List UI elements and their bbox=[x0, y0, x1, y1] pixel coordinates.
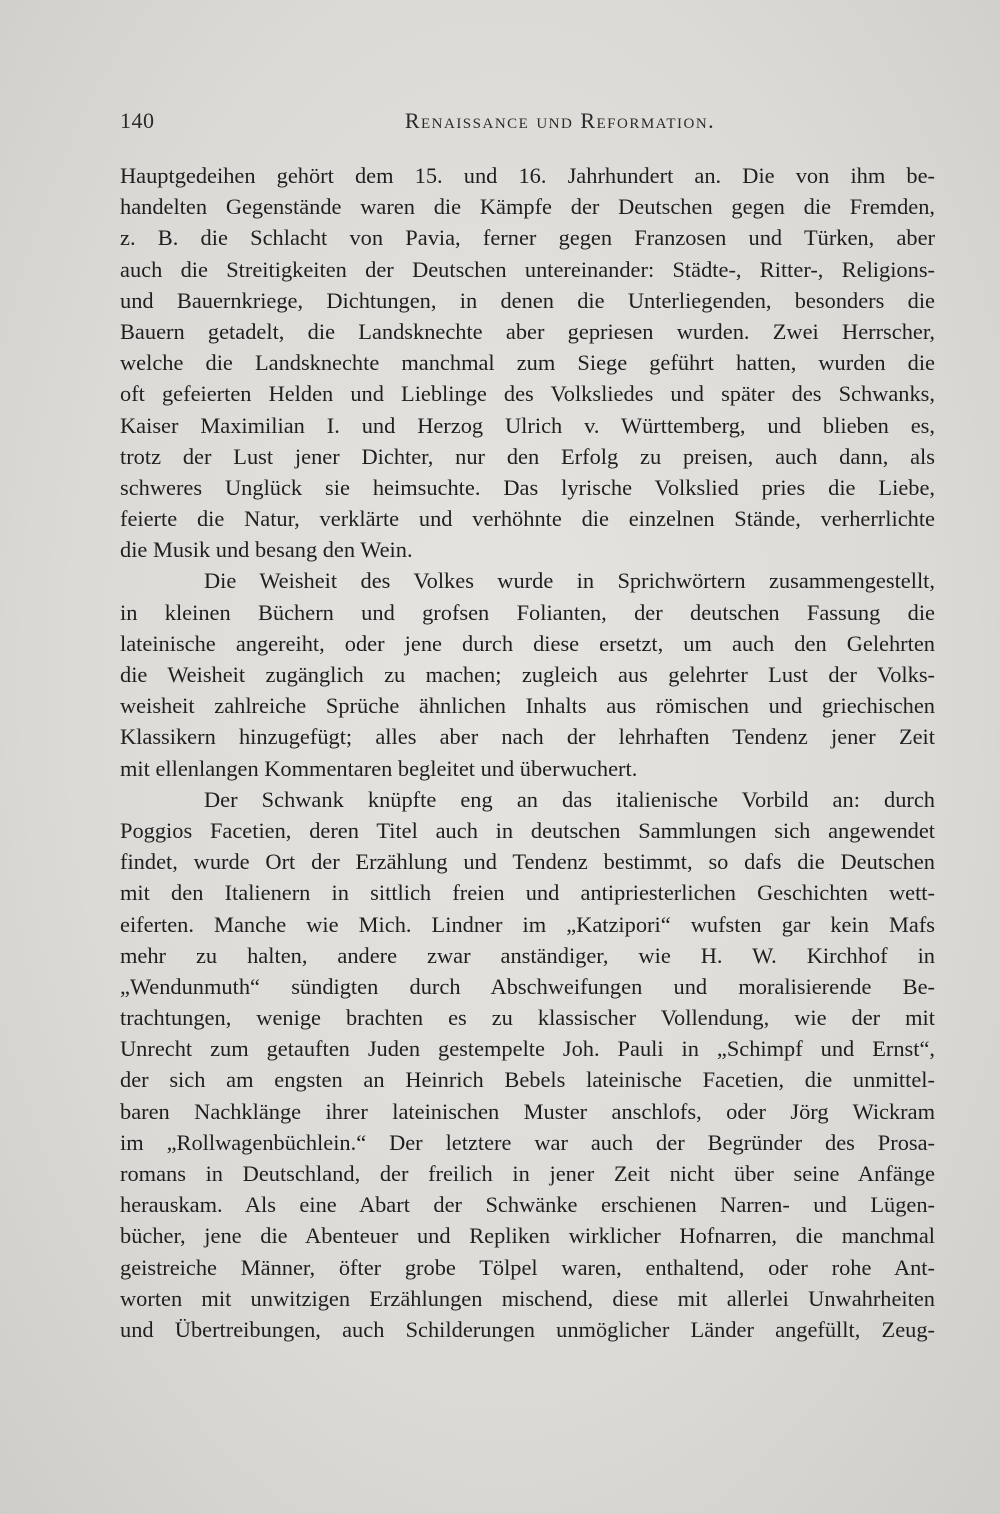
page-header bbox=[120, 108, 940, 142]
text-line: oft gefeierten Helden und Lieblinge des Volksliedes und später des Schwanks, bbox=[120, 381, 935, 407]
text-line: und Bauernkriege, Dichtungen, in denen die Unterliegenden, besonders die bbox=[120, 287, 935, 313]
text-line: Der Schwank knüpfte eng an das italienische Vorbild an: durch bbox=[204, 786, 935, 812]
text-line: auch die Streitigkeiten der Deutschen untereinander: Städte-, Ritter-, Religions- bbox=[120, 256, 935, 282]
text-line: „Wendunmuth“ sündigten durch Abschweifungen und moralisierende Be- bbox=[120, 973, 935, 999]
page-number: 140 bbox=[120, 108, 155, 133]
text-line: Unrecht zum getauften Juden gestempelte Joh. Pauli in „Schimpf und Ernst“, bbox=[120, 1036, 935, 1062]
text-line: geistreiche Männer, öfter grobe Tölpel waren, enthaltend, oder rohe Ant- bbox=[120, 1254, 935, 1280]
text-line: trotz der Lust jener Dichter, nur den Erfolg zu preisen, auch dann, als bbox=[120, 443, 935, 469]
text-line: Hauptgedeihen gehört dem 15. und 16. Jahrhundert an. Die von ihm be- bbox=[120, 163, 935, 188]
text-line: welche die Landsknechte manchmal zum Siege geführt hatten, wurden die bbox=[120, 350, 935, 376]
text-line: die Musik und besang den Wein. bbox=[120, 537, 413, 563]
text-line: Kaiser Maximilian I. und Herzog Ulrich v. Württemberg, und blieben es, bbox=[120, 412, 935, 438]
text-line: Die Weisheit des Volkes wurde in Sprichwörtern zusammengestellt, bbox=[204, 568, 935, 594]
text-line: Bauern getadelt, die Landsknechte aber gepriesen wurden. Zwei Herrscher, bbox=[120, 318, 935, 344]
text-line: Klassikern hinzugefügt; alles aber nach der lehrhaften Tendenz jener Zeit bbox=[120, 724, 935, 750]
text-line: worten mit unwitzigen Erzählungen mischend, diese mit allerlei Unwahrheiten bbox=[120, 1285, 935, 1311]
text-line: baren Nachklänge ihrer lateinischen Muster anschlofs, oder Jörg Wickram bbox=[120, 1098, 935, 1124]
text-line: mit den Italienern in sittlich freien und antipriesterlichen Geschichten wett- bbox=[120, 880, 935, 906]
text-line: trachtungen, wenige brachten es zu klassischer Vollendung, wie der mit bbox=[120, 1005, 935, 1031]
text-line: handelten Gegenstände waren die Kämpfe der Deutschen gegen die Fremden, bbox=[120, 194, 935, 220]
text-line: romans in Deutschland, der freilich in jener Zeit nicht über seine Anfänge bbox=[120, 1161, 935, 1186]
text-line: findet, wurde Ort der Erzählung und Tendenz bestimmt, so dafs die Deutschen bbox=[120, 849, 935, 875]
text-line: schweres Unglück sie heimsuchte. Das lyrische Volkslied pries die Liebe, bbox=[120, 474, 935, 500]
text-line: herauskam. Als eine Abart der Schwänke erschienen Narren- und Lügen- bbox=[120, 1192, 935, 1218]
text-line: lateinische angereiht, oder jene durch diese ersetzt, um auch den Gelehrten bbox=[120, 630, 935, 656]
text-line: bücher, jene die Abenteuer und Repliken wirklicher Hofnarren, die manchmal bbox=[120, 1223, 935, 1249]
text-line: eiferten. Manche wie Mich. Lindner im „Katzipori“ wufsten gar kein Mafs bbox=[120, 911, 935, 937]
text-line: die Weisheit zugänglich zu machen; zugleich aus gelehrter Lust der Volks- bbox=[120, 662, 935, 687]
text-line: mehr zu halten, andere zwar anständiger, wie H. W. Kirchhof in bbox=[120, 942, 935, 968]
text-line: weisheit zahlreiche Sprüche ähnlichen Inhalts aus römischen und griechischen bbox=[120, 693, 935, 719]
text-line: z. B. die Schlacht von Pavia, ferner gegen Franzosen und Türken, aber bbox=[120, 225, 935, 251]
text-line: in kleinen Büchern und grofsen Folianten, der deutschen Fassung die bbox=[120, 599, 935, 625]
text-line: und Übertreibungen, auch Schilderungen unmöglicher Länder angefüllt, Zeug- bbox=[120, 1316, 935, 1342]
text-line: feierte die Natur, verklärte und verhöhnte die einzelnen Stände, verherrlichte bbox=[120, 506, 935, 532]
body-text bbox=[120, 160, 935, 1345]
running-head: Renaissance und Reformation. bbox=[404, 108, 716, 133]
text-line: Poggios Facetien, deren Titel auch in deutschen Sammlungen sich angewendet bbox=[120, 817, 935, 843]
text-line: im „Rollwagenbüchlein.“ Der letztere war auch der Begründer des Prosa- bbox=[120, 1129, 935, 1155]
text-line: mit ellenlangen Kommentaren begleitet und überwuchert. bbox=[120, 755, 638, 781]
text-line: der sich am engsten an Heinrich Bebels lateinische Facetien, die unmittel- bbox=[120, 1067, 935, 1093]
